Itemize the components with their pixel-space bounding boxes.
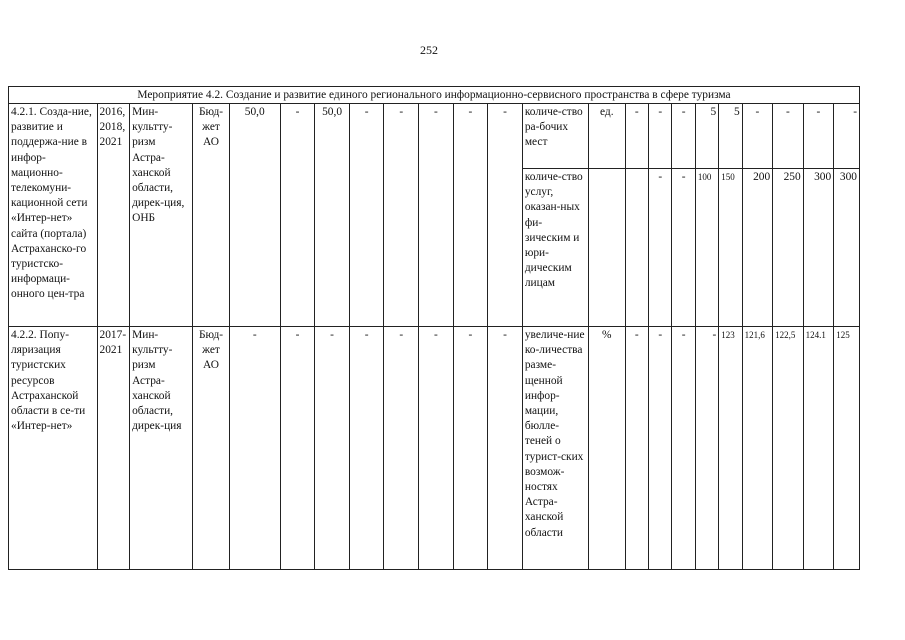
funding-year-value: -	[280, 104, 315, 327]
funding-year-value: -	[453, 327, 488, 570]
indicator-value: -	[742, 104, 773, 169]
funding-year-value: -	[384, 327, 419, 570]
measure-years: 2017-2021	[97, 327, 130, 570]
funding-total: 50,0	[229, 104, 280, 327]
indicator-value: 300	[803, 169, 834, 327]
indicator-value: 100	[695, 169, 718, 327]
indicator-value: 123	[719, 327, 742, 570]
indicator-value: -	[834, 104, 860, 169]
indicator-value: -	[672, 327, 695, 570]
activity-header: Мероприятие 4.2. Создание и развитие единого регионального информационно-сервисного пространства в сфере туризма	[9, 87, 860, 104]
funding-year-value: -	[453, 104, 488, 327]
indicator-value: 124.1	[803, 327, 834, 570]
measure-years: 2016, 2018, 2021	[97, 104, 130, 327]
funding-year-value: -	[419, 104, 454, 327]
indicator-name: количе-ство ра-бочих мест	[522, 104, 588, 169]
indicator-value: 125	[834, 327, 860, 570]
indicator-value: 5	[719, 104, 742, 169]
indicator-value: -	[625, 327, 648, 570]
indicator-name: увеличе-ние ко-личества разме-щенной инфор-мации, бюлле-теней о турист-ских возмож-ностях Астра-ханской области	[522, 327, 588, 570]
funding-year-value: -	[488, 104, 523, 327]
indicator-unit: %	[588, 327, 625, 570]
funding-year-value: -	[349, 104, 384, 327]
table-row	[9, 104, 860, 169]
funding-source: Бюд-жет АО	[193, 104, 230, 327]
indicator-value: 121,6	[742, 327, 773, 570]
indicator-value: 122,5	[773, 327, 804, 570]
indicator-unit: ед.	[588, 104, 625, 169]
indicator-value: 200	[742, 169, 773, 327]
page-number: 252	[420, 43, 438, 57]
indicator-value: -	[649, 327, 672, 570]
indicator-value: -	[672, 169, 695, 327]
indicator-value: -	[649, 104, 672, 169]
funding-source: Бюд-жет АО	[193, 327, 230, 570]
funding-year-value: -	[280, 327, 315, 570]
indicator-value: -	[672, 104, 695, 169]
measure-name: 4.2.2. Попу-ляризация туристских ресурсов Астраханской области в се-ти «Интер-нет»	[9, 327, 98, 570]
indicator-name: количе-ство услуг, оказан-ных фи-зическим и юри-дическим лицам	[522, 169, 588, 327]
indicator-value: -	[649, 169, 672, 327]
indicator-value: 250	[773, 169, 804, 327]
indicator-value: -	[625, 104, 648, 169]
indicator-value: 300	[834, 169, 860, 327]
funding-year-value: -	[315, 327, 350, 570]
indicator-value: -	[695, 327, 718, 570]
funding-year-value: -	[384, 104, 419, 327]
funding-year-value: -	[349, 327, 384, 570]
indicator-value: -	[773, 104, 804, 169]
indicator-value	[625, 169, 648, 327]
activity-table	[8, 86, 860, 570]
funding-year-value: -	[488, 327, 523, 570]
measure-name: 4.2.1. Созда-ние, развитие и поддержа-ние в инфор-мационно-телекомуни-кационной сети «Интер-нет» сайта (портала) Астраханско-го туристско-информаци-онного цен-тра	[9, 104, 98, 327]
funding-total: -	[229, 327, 280, 570]
indicator-value: -	[803, 104, 834, 169]
measure-executor: Мин-культту-ризм Астра-ханской области, дирек-ция, ОНБ	[130, 104, 193, 327]
measure-executor: Мин-культту-ризм Астра-ханской области, дирек-ция	[130, 327, 193, 570]
indicator-value: 150	[719, 169, 742, 327]
indicator-unit	[588, 169, 625, 327]
table-row	[9, 327, 860, 570]
funding-year-value: 50,0	[315, 104, 350, 327]
indicator-value: 5	[695, 104, 718, 169]
funding-year-value: -	[419, 327, 454, 570]
